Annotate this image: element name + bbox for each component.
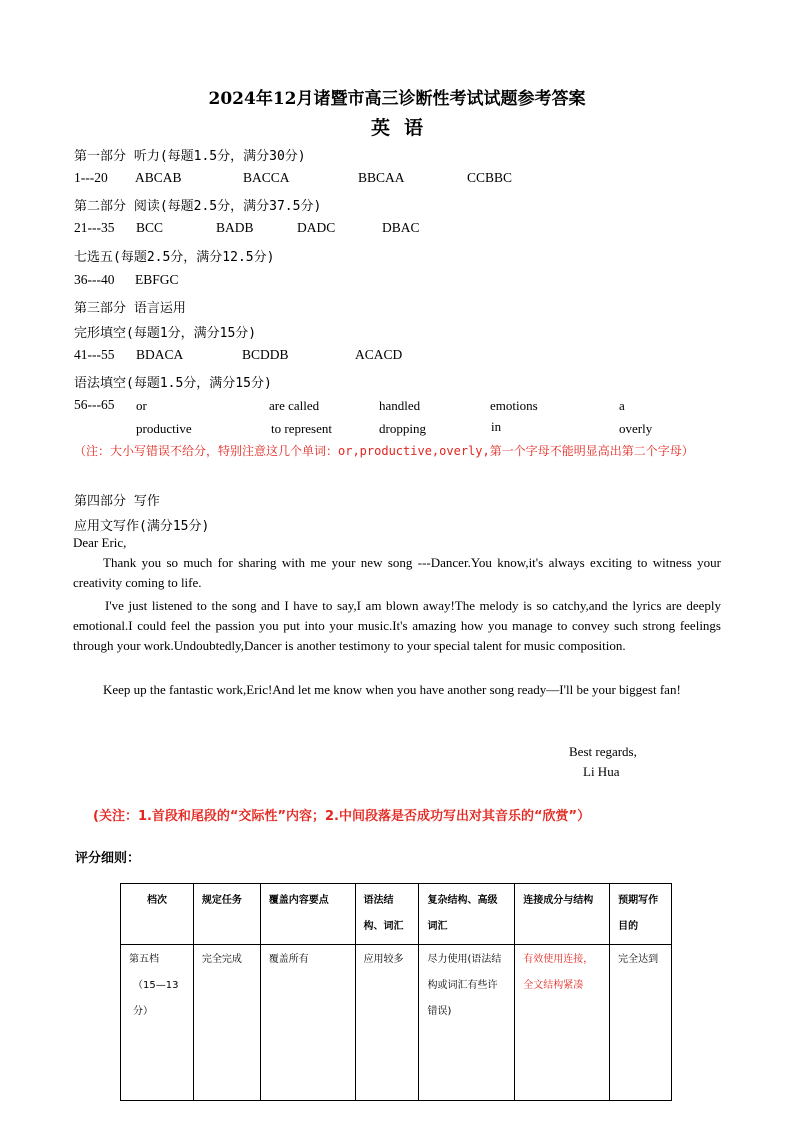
seven-choose-five-range: 36---40 (74, 272, 115, 287)
grammar-answer: a (619, 398, 625, 413)
grammar-answer: to represent (271, 421, 333, 436)
table-cell: 应用较多 (355, 945, 419, 1101)
grammar-answer: are called (269, 398, 320, 413)
part2-range: 21---35 (74, 220, 115, 235)
grade-range: （15—13分） (133, 980, 179, 1017)
cloze-group-3: ACACD (355, 347, 403, 362)
letter-signature: Li Hua (583, 764, 620, 779)
part1-heading: 第一部分 听力(每题1.5分，满分30分) (74, 149, 306, 164)
table-header: 语法结构、词汇 (355, 884, 419, 945)
table-cell: 覆盖所有 (260, 945, 355, 1101)
part1-group-3: BBCAA (358, 170, 405, 185)
part2-group-1: BCC (136, 220, 164, 235)
subject-title: 英语 (370, 117, 437, 139)
grammar-answer: dropping (379, 421, 426, 436)
seven-choose-five-heading: 七选五(每题2.5分，满分12.5分) (74, 250, 275, 265)
table-header: 复杂结构、高级词汇 (419, 884, 515, 945)
practical-writing-heading: 应用文写作(满分15分) (74, 519, 210, 534)
part2-group-3: DADC (297, 220, 336, 235)
rubric-table (120, 883, 672, 1101)
grammar-answer: handled (379, 398, 421, 413)
grade-label: 第五档 (129, 954, 159, 965)
part2-heading: 第二部分 阅读(每题2.5分，满分37.5分) (74, 199, 322, 214)
letter-closing: Best regards, (569, 744, 637, 759)
grammar-answer: overly (619, 421, 653, 436)
part2-group-4: DBAC (382, 220, 420, 235)
letter-salutation: Dear Eric, (73, 535, 127, 550)
page-title: 2024年12月诸暨市高三诊断性考试试题参考答案 (208, 89, 586, 109)
part3-heading: 第三部分 语言运用 (74, 301, 186, 316)
table-header: 覆盖内容要点 (260, 884, 355, 945)
table-header-row (121, 884, 672, 945)
grammar-answer: emotions (490, 398, 538, 413)
part1-group-2: BACCA (243, 170, 290, 185)
seven-choose-five-answer: EBFGC (135, 272, 179, 287)
table-row (121, 945, 672, 1101)
letter-paragraph-2: I've just listened to the song and I have to say,I am blown away!The melody is so catchy,and the lyrics are deeply emotional.I could feel the passion you put into your music.It's amazing how you manage to convey such strong feelings through your work.Undoubtedly,Dancer is another testimony to your special talent for music composition. (73, 598, 721, 653)
table-header: 规定任务 (193, 884, 260, 945)
grammar-range: 56---65 (74, 397, 115, 412)
table-header: 档次 (121, 884, 194, 945)
table-header: 连接成分与结构 (515, 884, 610, 945)
grammar-answer: in (491, 419, 502, 434)
table-cell: 有效使用连接，全文结构紧凑 (515, 945, 610, 1101)
rubric-heading: 评分细则： (75, 851, 141, 866)
table-cell: 完全达到 (610, 945, 672, 1101)
cloze-range: 41---55 (74, 347, 115, 362)
table-cell: 尽力使用(语法结构或词汇有些许错误) (419, 945, 515, 1101)
table-cell-grade (121, 945, 194, 1101)
part4-heading: 第四部分 写作 (74, 494, 160, 509)
cloze-heading: 完形填空(每题1分，满分15分) (74, 326, 257, 341)
grammar-heading: 语法填空(每题1.5分，满分15分) (74, 376, 272, 391)
letter-paragraph-3: Keep up the fantastic work,Eric!And let me know when you have another song ready—I'll be your biggest fan! (103, 682, 681, 697)
grammar-answer: productive (136, 421, 192, 436)
letter-paragraph-1: Thank you so much for sharing with me your new song ---Dancer.You know,it's always exciting to witness your creativity coming to life. (73, 555, 721, 590)
part1-group-1: ABCAB (135, 170, 182, 185)
grammar-answer: or (136, 398, 147, 413)
writing-focus-note: (关注：1.首段和尾段的“交际性”内容；2.中间段落是否成功写出对其音乐的“欣赏”） (93, 809, 591, 824)
part1-group-4: CCBBC (467, 170, 513, 185)
grammar-note: （注：大小写错误不给分，特别注意这几个单词：or,productive,overly,第一个字母不能明显高出第二个字母） (74, 444, 694, 458)
table-cell: 完全完成 (193, 945, 260, 1101)
part1-range: 1---20 (74, 170, 108, 185)
cloze-group-1: BDACA (136, 347, 184, 362)
table-header: 预期写作目的 (610, 884, 672, 945)
cloze-group-2: BCDDB (242, 347, 289, 362)
part2-group-2: BADB (216, 220, 254, 235)
